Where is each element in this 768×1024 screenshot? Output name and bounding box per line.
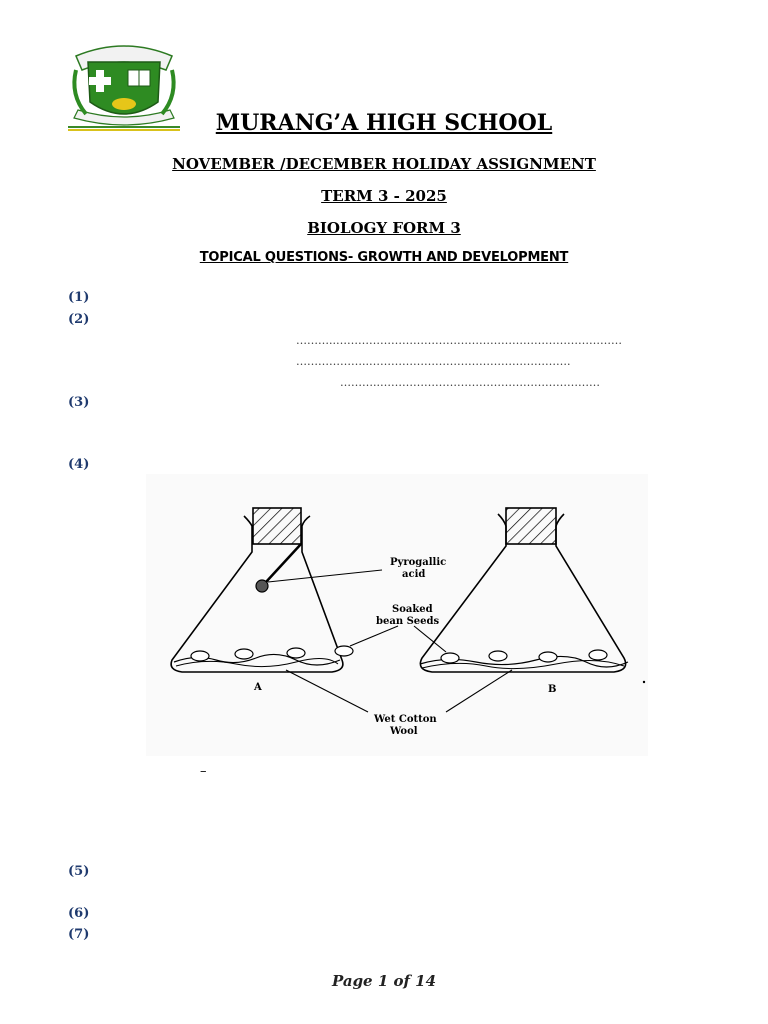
question-1-number: (1) (68, 290, 90, 305)
answer-line-1: ………..…………………………………………………………………… (296, 334, 622, 347)
question-3-number: (3) (68, 395, 90, 410)
label-cotton-line2: Wool (390, 726, 418, 737)
label-seeds-line2: bean Seeds (376, 616, 440, 627)
question-7-number: (7) (68, 927, 90, 942)
label-cotton-line1: Wet Cotton (374, 714, 437, 725)
pyrogallic-acid-container (256, 580, 268, 592)
label-seeds-line1: Soaked (392, 604, 433, 615)
answer-line-2: ………………..………………………………………………. (296, 355, 571, 368)
question-5-number: (5) (68, 864, 90, 879)
stopper-b (506, 508, 556, 544)
label-pyrogallic-line1: Pyrogallic (390, 557, 447, 568)
flask-b (420, 508, 628, 672)
answer-line-3: ………..…………………………………………………… (340, 376, 600, 389)
flask-a-label: A (254, 682, 262, 693)
question-4-number: (4) (68, 457, 90, 472)
term-title: TERM 3 - 2025 (321, 187, 447, 205)
stray-dash: – (200, 764, 207, 779)
flask-b-label: B (548, 684, 557, 695)
label-pyrogallic-line2: acid (402, 569, 426, 580)
stopper-a (253, 508, 301, 544)
assignment-title: NOVEMBER /DECEMBER HOLIDAY ASSIGNMENT (172, 155, 596, 173)
flask-a (171, 508, 353, 672)
question-2-number: (2) (68, 312, 90, 327)
flask-experiment-diagram (146, 474, 648, 756)
school-name: MURANG’A HIGH SCHOOL (215, 110, 553, 136)
page-number: Page 1 of 14 (331, 972, 437, 990)
subject-title: BIOLOGY FORM 3 (307, 219, 461, 237)
topic-title: TOPICAL QUESTIONS- GROWTH AND DEVELOPMENT (199, 250, 569, 265)
question-6-number: (6) (68, 906, 90, 921)
